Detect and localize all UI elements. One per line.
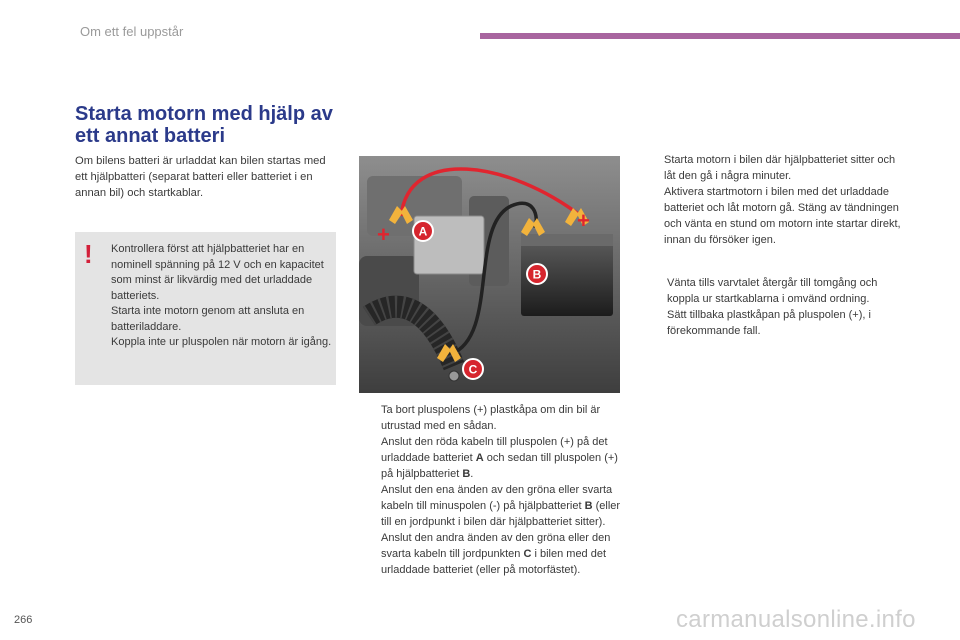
plus-sign-b: + (577, 208, 590, 233)
warning-line: Starta inte motorn genom att ansluta en batteriladdare. (111, 305, 305, 333)
ground-point (449, 371, 459, 381)
page-title: Starta motorn med hjälp av ett annat batteri (75, 103, 333, 147)
list-item: Ta bort pluspolens (+) plastkåpa om din bil är utrustad med en sådan. (381, 404, 601, 432)
watermark: carmanualsonline.info (676, 606, 916, 633)
list-item: Anslut den ena änden av den gröna eller svarta kabeln till minuspolen (-) på hjälpbatteriet B (eller till en jordpunkt i bilen där hjälpbatteriet sitter). (381, 484, 621, 528)
warning-text (111, 242, 333, 351)
list-item: Anslut den andra änden av den gröna eller den svarta kabeln till jordpunkten C i bilen med det urladdade batteriet (eller på motorfästet). (381, 532, 611, 576)
warning-icon: ! (84, 239, 93, 269)
jump-start-illustration (359, 156, 620, 393)
list-item: Starta motorn i bilen där hjälpbatteriet sitter och låt den gå i några minuter. (664, 154, 896, 182)
booster-battery-top (521, 234, 613, 246)
list-item: Vänta tills varvtalet återgår till tomgång och koppla ur startkablarna i omvänd ordning. (667, 277, 878, 305)
steps-list-start (646, 152, 908, 248)
warning-line: Kontrollera först att hjälpbatteriet har en nominell spänning på 12 V och en kapacitet som minst är likvärdig med det urladdade batteriets. (111, 243, 324, 302)
list-item: Anslut den röda kabeln till pluspolen (+) på det urladdade batteriet A och sedan till pluspolen (+) på hjälpbatteriet B. (381, 436, 618, 480)
warning-line: Koppla inte ur pluspolen när motorn är igång. (111, 336, 332, 348)
page-number: 266 (14, 614, 33, 626)
label-b: B (532, 267, 542, 282)
header-accent-bar (480, 33, 960, 39)
steps-list-connect (363, 402, 625, 578)
label-a: A (418, 224, 428, 239)
list-item: Aktivera startmotorn i bilen med det urladdade batteriet och låt motorn gå. Stäng av tändningen och vänta en stund om motorn inte startar direkt, innan du försöker igen. (664, 186, 901, 246)
steps-list-disconnect (649, 275, 911, 339)
list-item: Sätt tillbaka plastkåpan på pluspolen (+), i förekommande fall. (667, 309, 871, 337)
label-c: C (468, 362, 478, 377)
plus-sign-a: + (377, 222, 390, 247)
intro-paragraph: Om bilens batteri är urladdat kan bilen startas med ett hjälpbatteri (separat batteri eller batteriet i en annan bil) och startkablar. (75, 155, 326, 199)
section-header: Om ett fel uppstår (80, 24, 184, 39)
